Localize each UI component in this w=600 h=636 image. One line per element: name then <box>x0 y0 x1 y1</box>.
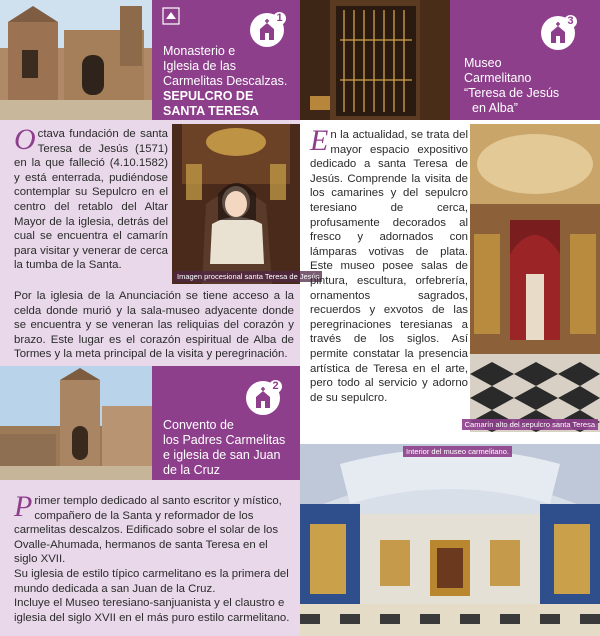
section3-badge-number: 3 <box>564 15 577 28</box>
section2-title <box>163 418 298 478</box>
section2-title-line: Convento de <box>163 418 234 432</box>
section1-subtitle-line: SANTA TERESA <box>163 104 259 118</box>
museum-interior-caption: Interior del museo carmelitano. <box>403 446 512 457</box>
section1-title-line: Carmelitas Descalzas. <box>163 74 288 88</box>
section3-title-line: Museo <box>464 56 502 70</box>
section1-title-line: Monasterio e <box>163 44 236 58</box>
section2-header <box>152 366 300 480</box>
section1-title <box>163 44 298 119</box>
section1-subtitle-line: SEPULCRO DE <box>163 89 254 103</box>
section2-text-2: Su iglesia de estilo típico carmelitano es la primera del mundo dedicada a san Juan de la Cruz. <box>14 567 289 595</box>
section1-intro-text <box>14 123 168 273</box>
section1-header <box>152 0 300 120</box>
section1-second-text: Por la iglesia de la Anunciación se tiene acceso a la celda donde murió y la sala-museo adyacente donde se encuentra y se veneran las reliquias del corazón y brazo. Este lugar es el corazón espiritual de Alba de Tormes y la meta principal de la visita y peregrinación. <box>14 290 294 361</box>
section1-intro-rest: ctava fundación de santa Teresa de Jesús (1571) en la que falleció (4.10.1582) y está enterrada, pudiéndose contemplar su Sepulcro en el centro del retablo del Altar Mayor de la iglesia, detrás del cual se encuentra el camarín para visitar y venerar de cerca la tumba de la Santa. <box>14 128 168 272</box>
section3-title-line: Carmelitano <box>464 71 532 85</box>
camarin-caption: Camarín alto del sepulcro santa Teresa <box>462 419 598 430</box>
santa-teresa-caption: Imagen procesional santa Teresa de Jesús <box>174 271 322 282</box>
section2-badge <box>246 381 280 415</box>
section2-text-3: Incluye el Museo teresiano-sanjuanista y el claustro e iglesia del siglo XVII en el más puro estilo carmelitano. <box>14 597 290 624</box>
monastery-photo <box>0 0 152 120</box>
section1-badge-number: 1 <box>273 12 286 25</box>
logo-icon <box>162 7 180 25</box>
camarin-photo <box>464 124 600 432</box>
section2-dropcap: P <box>14 490 33 523</box>
santa-teresa-photo <box>172 124 320 284</box>
section2-title-line: de la Cruz <box>163 463 220 477</box>
section2-badge-number: 2 <box>269 380 282 393</box>
section1-dropcap: O <box>14 123 36 156</box>
grille-photo <box>300 0 450 120</box>
section1-title-line: Iglesia de las <box>163 59 236 73</box>
museum-interior-photo <box>300 444 600 636</box>
section2-text <box>14 490 290 625</box>
section2-title-line: los Padres Carmelitas <box>163 433 286 447</box>
section3-text-rest: n la actualidad, se trata del mayor espacio expositivo dedicado a santa Teresa de Jesús. Comprende la visita de los camarines y del sepulcro teresiano de cerca, profusamente decorados al fresco y adornados con lámparas votivas de plata. Este museo posee salas de pintura, escultura, orfebrería, ornamentos sagrados, recuerdos y exvotos de las peregrinaciones teresianas a través de los siglos. Así permite constatar la presencia artística de Teresa en el arte, pero todo al servicio y adorno de su sepulcro. <box>310 129 468 404</box>
section3-title-line: en Alba” <box>472 101 518 115</box>
section3-text <box>310 124 468 405</box>
section3-badge <box>541 16 575 50</box>
section3-title-line: “Teresa de Jesús <box>464 86 560 100</box>
section3-title <box>464 56 598 116</box>
section3-dropcap: E <box>310 124 329 157</box>
section2-text-rest: rimer templo dedicado al santo escritor y místico, compañero de la Santa y reformador de los carmelitas descalzos. Edificado sobre el solar de los Ovalle-Ahumada, hermanos de santa Teresa en el siglo XVII. <box>14 495 282 566</box>
convent-photo <box>0 366 152 480</box>
section1-badge <box>250 13 284 47</box>
section2-title-line: e iglesia de san Juan <box>163 448 281 462</box>
section3-header <box>450 0 600 120</box>
